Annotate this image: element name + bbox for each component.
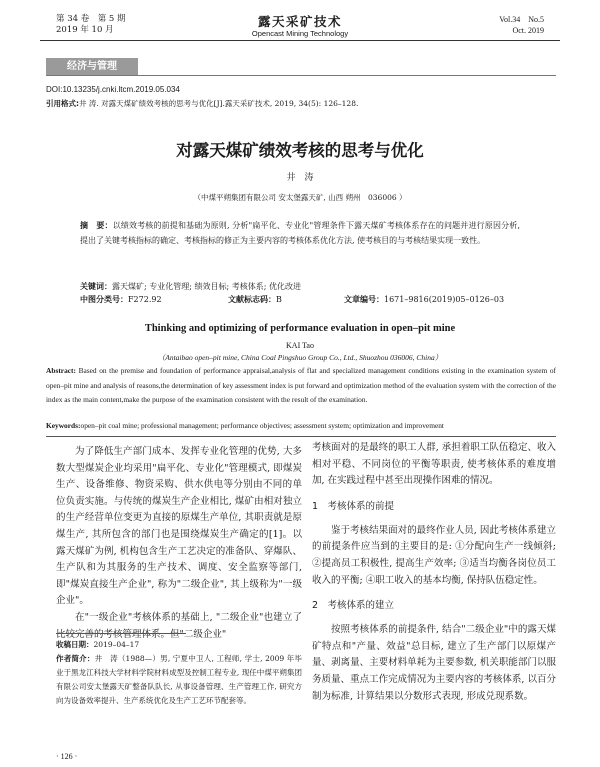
english-affiliation: （Antaibao open–pit mine, China Coal Pingshuo Group Co., Ltd., Shuozhou 036006, China）: [157, 353, 443, 362]
received-date: 收稿日期：2019–04–17: [56, 640, 140, 649]
english-title: Thinking and optimizing of performance evaluation in open–pit mine: [144, 323, 456, 334]
affiliation: （中煤平朔集团有限公司 安太堡露天矿, 山西 朔州 036006 ）: [193, 193, 407, 202]
paragraph: 考核面对的是最终的职工人群, 承担着职工队伍稳定、收入相对平稳、不同岗位的平衡等职责, 使考核体系的难度增加, 在实践过程中甚至出现操作困难的情况。: [312, 442, 556, 487]
header-volume-cn: 第 34 卷 第 5 期: [56, 14, 126, 24]
document-code: 文献标志码：B: [228, 295, 282, 304]
doi[interactable]: DOI:10.13235/j.cnki.ltcm.2019.05.034: [46, 85, 180, 94]
keywords-en-text: open–pit coal mine; professional management; performance objectives; assessment system; optimization and improvement: [80, 421, 444, 430]
section-heading-1: 1 考核体系的前提: [312, 500, 395, 512]
journal-name-en: Opencast Mining Technology: [251, 29, 349, 38]
abstract-en: [46, 364, 556, 408]
abstract-text: 以绩效考核的前提和基础为原则, 分析"扁平化、专业化"管理条件下露天煤矿考核体系存在的问题并进行原因分析, 提出了关键考核指标的确定、考核指标的修正为主要内容的考核体系优化方法, 使考核目的与考核结果实现一致性。: [80, 221, 520, 245]
page-number: · 126 ·: [56, 752, 78, 761]
body-rule: [46, 436, 556, 437]
author: 井 涛: [286, 173, 314, 183]
body-left-column: [56, 444, 302, 643]
clc-number: 中图分类号：F272.92: [80, 295, 162, 304]
header-rule: [40, 40, 560, 41]
article-number: 文章编号：1671–9816(2019)05–0126–03: [344, 295, 505, 304]
footnote: [56, 638, 302, 708]
footnote-rule: [56, 633, 186, 634]
paper-title: 对露天煤矿绩效考核的思考与优化: [176, 141, 424, 160]
paragraph: 在"一级企业"考核体系的基础上, "二级企业"也建立了比较完善的考核管理体系。但"二级企业": [56, 611, 302, 640]
citation-label: 引用格式:: [46, 99, 79, 108]
citation-text: 井 涛. 对露天煤矿绩效考核的思考与优化[J].露天采矿技术, 2019, 34(5): 126–128.: [79, 99, 359, 108]
abstract-label: 摘 要：: [80, 221, 113, 230]
journal-name-cn: 露天采矿技术: [257, 14, 342, 29]
keywords-cn: [80, 280, 520, 294]
section-rule: [46, 75, 556, 76]
header-right: [499, 14, 544, 36]
abstract-en-label: Abstract:: [46, 366, 76, 375]
author-bio: 作者简介：井 涛（1988—）男, 宁夏中卫人, 工程师, 学士, 2009 年毕业于黑龙江科技大学材料学院材料成型及控制工程专业, 现任中煤平朔集团有限公司安太堡露天矿整备队队长, 从事设备管理、生产管理工作, 研究方向为设备效率提升、生产系统优化及生产工艺环节配套等。: [56, 654, 302, 705]
paragraph: 为了降低生产部门成本、发挥专业化管理的优势, 大多数大型煤炭企业均采用"扁平化、专业化"管理模式, 即煤炭生产、设备维修、物资采购、供水供电等分别由不同的单位负责实施。与传统的煤炭生产企业相比, 煤矿由相对独立的生产经营单位变更为直接的原煤生产单位, 其职责就是原煤生产, 其所包含的部门也是围绕煤炭生产确定的[1]。以露天煤矿为例, 机构包含生产工艺决定的准备队、穿爆队、生产队和为其服务的生产技术、调度、安全监察等部门, 即"煤炭直接生产企业", 称为"二级企业", 其上级称为"一级企业"。: [56, 446, 302, 607]
section-heading-2: 2 考核体系的建立: [312, 600, 395, 612]
keywords-label: 关键词：: [80, 282, 112, 291]
header-date-en: Oct. 2019: [512, 26, 544, 35]
header-date-cn: 2019 年 10 月: [56, 25, 114, 35]
paragraph: 鉴于考核结果面对的最终作业人员, 因此考核体系建立的前提条件应当到的主要目的是: ①分配向生产一线倾斜; ②提高员工积极性, 提高生产效率; ③适当均衡各岗位员工收入的平衡; ④职工收入的基本均衡, 保持队伍稳定性。: [312, 524, 556, 586]
body-right-column: [312, 440, 556, 705]
keywords-en-label: Keywords:: [46, 421, 81, 430]
paragraph: 按照考核体系的前提条件, 结合"二级企业"中的露天煤矿特点和"产量、效益"总目标, 建立了生产部门以原煤产量、剥离量、主要材料单耗为主要参数, 机关职能部门以服务质量、重点工作完成情况为主要内容的考核体系, 以百分制为标准, 计算结果以分数形式表现, 形成兑现系数。: [312, 624, 556, 702]
english-author: KAI Tao: [286, 341, 314, 350]
header-volume-en: Vol.34 No.5: [499, 15, 544, 24]
abstract-cn: [80, 218, 520, 248]
keywords-text: 露天煤矿; 专业化管理; 绩效目标; 考核体系; 优化改进: [112, 282, 301, 291]
keywords-en: [46, 420, 556, 432]
abstract-en-text: Based on the premise and foundation of performance appraisal,analysis of flat and specialized management conditions existing in the examination system of open–pit mine and analysis of reasons,the determination of key assessment index is put forward and optimization method of the evaluation system with the correction of the index as the main content,make the purpose of the examination consistent with the result of the examination.: [46, 366, 556, 405]
citation: [46, 98, 358, 109]
section-tag: 经济与管理: [46, 58, 138, 75]
